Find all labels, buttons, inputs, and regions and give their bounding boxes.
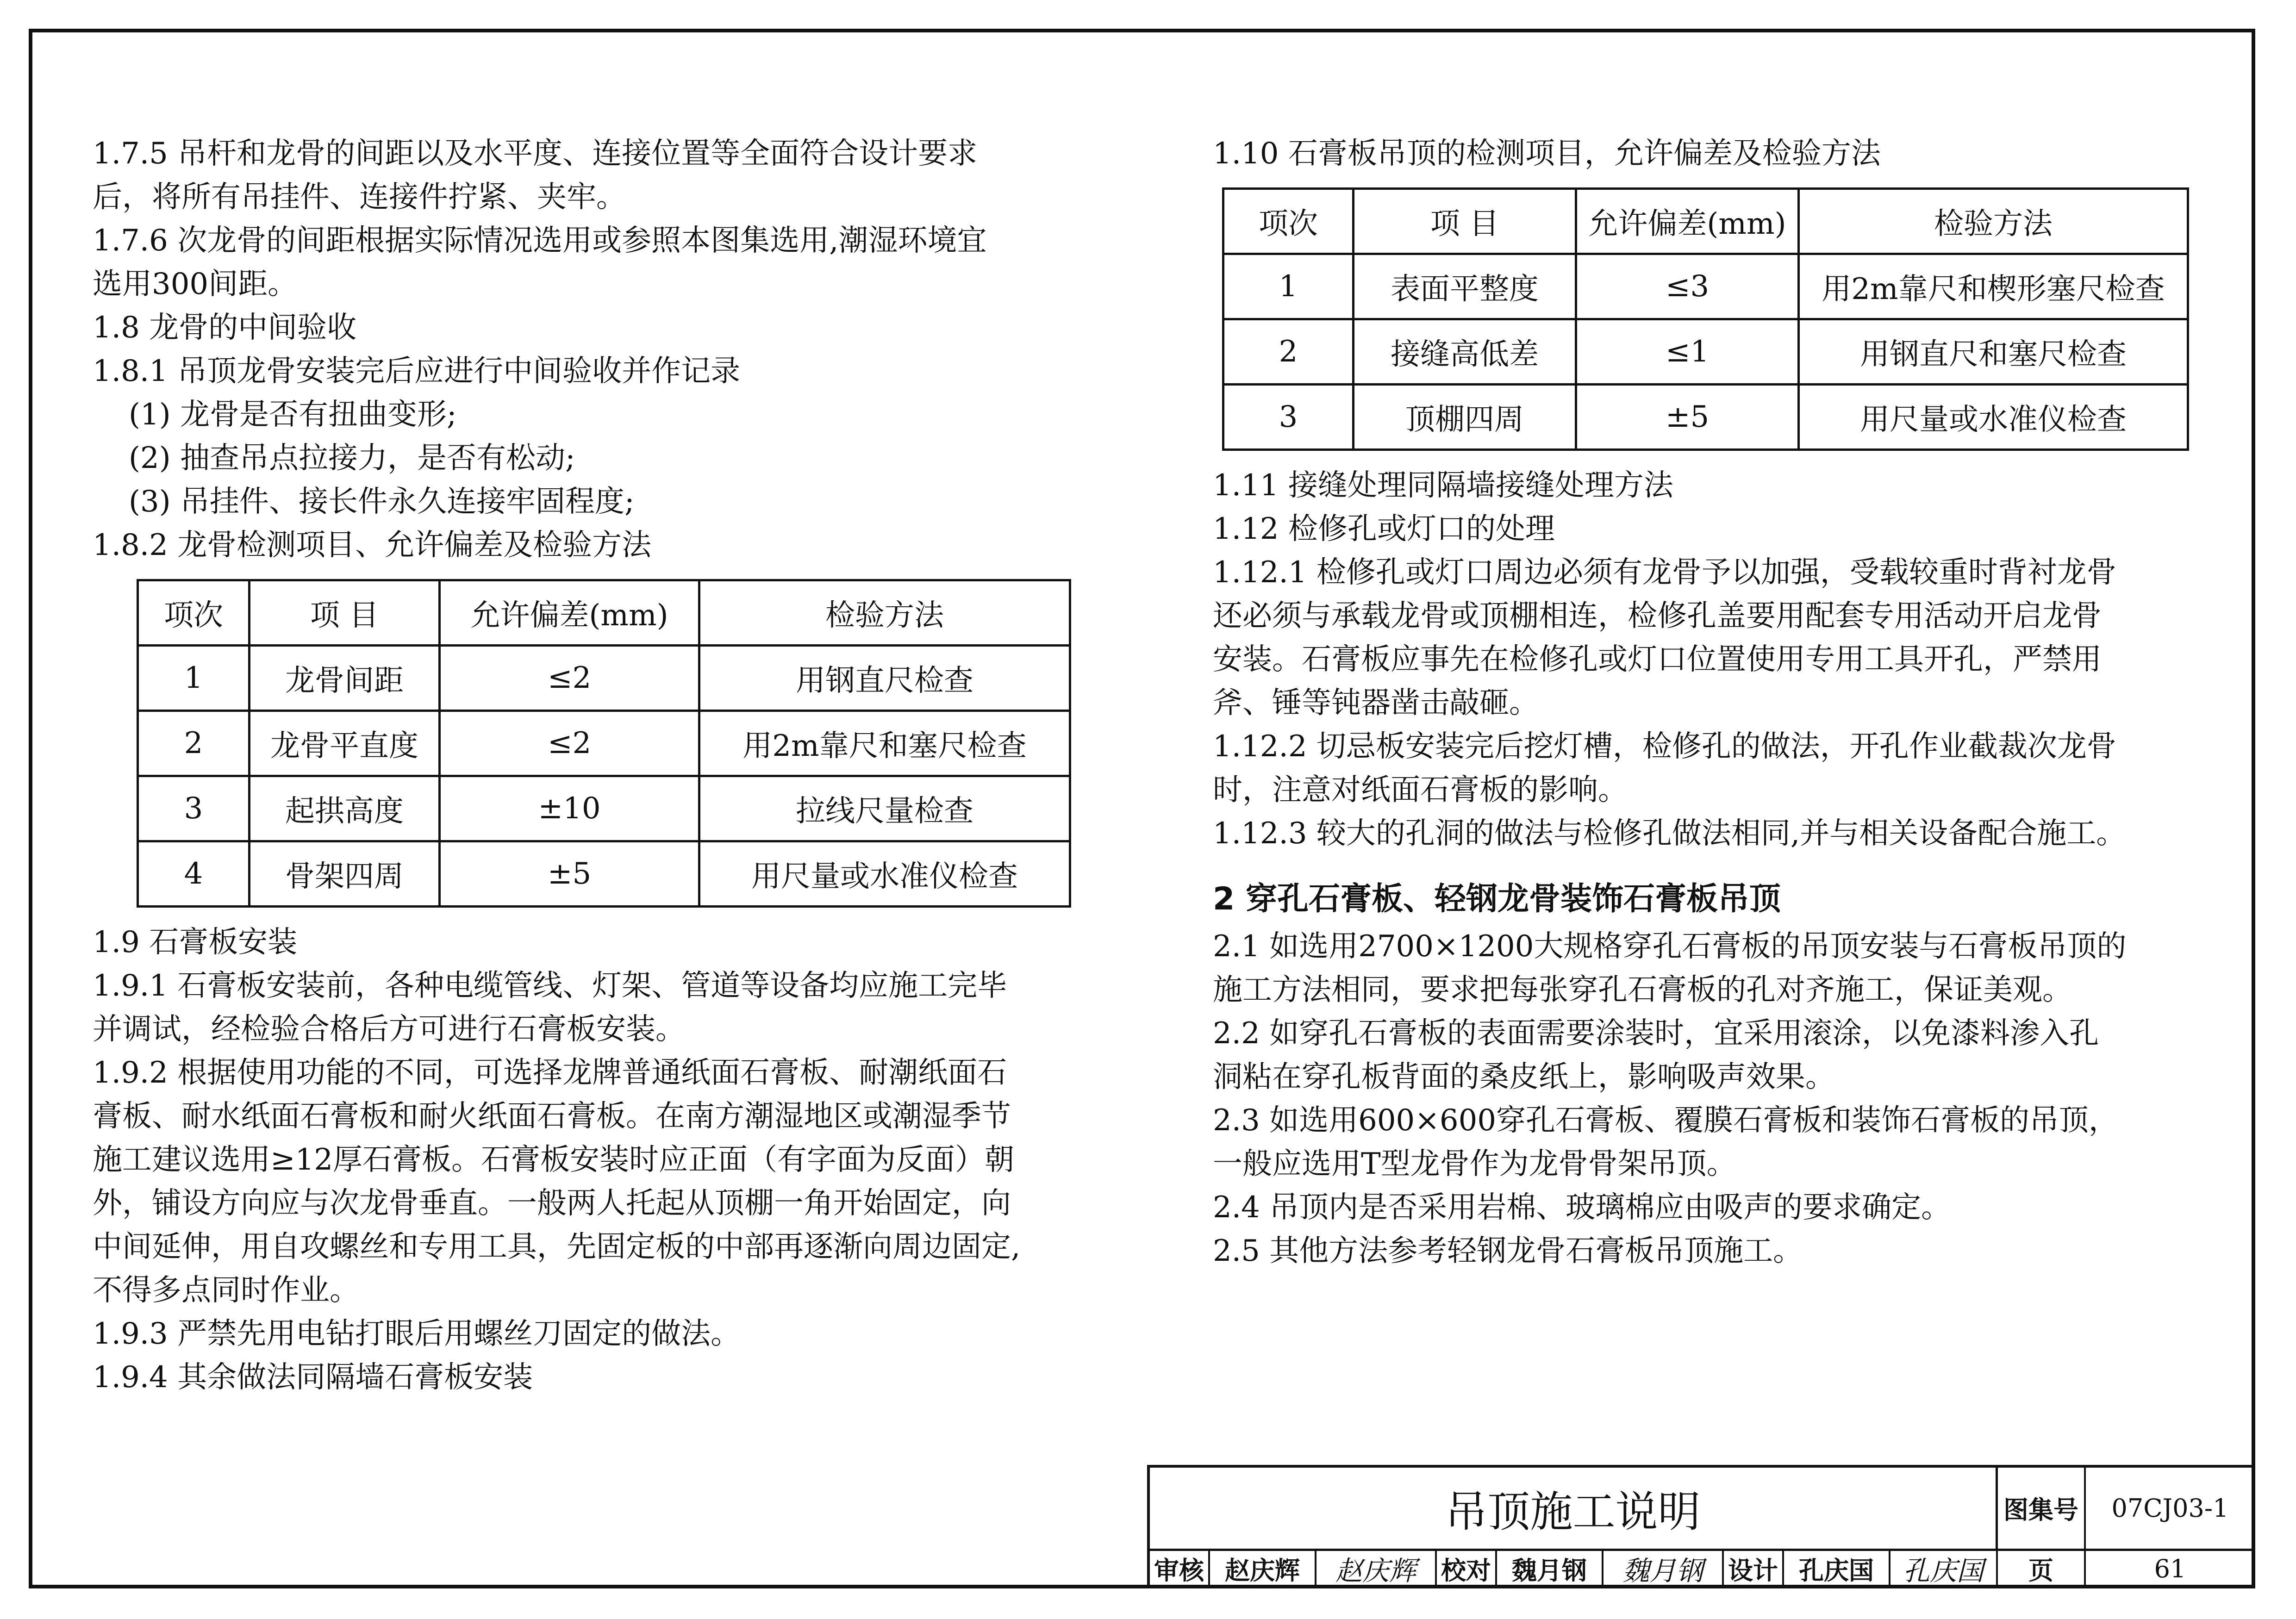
table-cell: 顶棚四周 [1354, 385, 1576, 450]
table-row [138, 776, 1070, 841]
table-cell: 龙骨间距 [250, 646, 440, 711]
text-line: 1.7.5 吊杆和龙骨的间距以及水平度、连接位置等全面符合设计要求 [93, 137, 978, 171]
table-cell: 4 [138, 841, 250, 907]
left-column [93, 132, 1171, 1399]
text-line: 洞粘在穿孔板背面的桑皮纸上，影响吸声效果。 [1213, 1060, 1835, 1094]
section-heading: 1.10 石膏板吊顶的检测项目，允许偏差及检验方法 [1213, 137, 1881, 171]
table-cell: 2 [1223, 319, 1354, 385]
section-heading: 1.9 石膏板安装 [93, 925, 298, 959]
text-line: 2.1 如选用2700×1200大规格穿孔石膏板的吊顶安装与石膏板吊顶的 [1213, 929, 2127, 964]
table-cell: 用钢直尺检查 [699, 646, 1070, 711]
right-column [1213, 132, 2231, 1273]
text-line: 不得多点同时作业。 [93, 1273, 359, 1308]
table-cell: 接缝高低差 [1354, 319, 1576, 385]
checker-signature: 魏月钢 [1603, 1551, 1724, 1586]
text-line: 1.7.6 次龙骨的间距根据实际情况选用或参照本图集选用,潮湿环境宜 [93, 224, 987, 258]
text-line: 2.5 其他方法参考轻钢龙骨石膏板吊顶施工。 [1213, 1234, 1803, 1268]
title-block-top-row [1150, 1468, 2252, 1551]
table-cell: 用钢直尺和塞尺检查 [1799, 319, 2188, 385]
table-cell: ±5 [1576, 385, 1799, 450]
table-row [138, 711, 1070, 776]
title-block [1147, 1465, 2252, 1586]
text-line: 后，将所有吊挂件、连接件拧紧、夹牢。 [93, 180, 626, 214]
table-cell: ≤2 [440, 711, 699, 776]
text-line: 还必须与承载龙骨或顶棚相连，检修孔盖要用配套专用活动开启龙骨 [1213, 599, 2102, 633]
text-line: 施工建议选用≥12厚石膏板。石膏板安装时应正面（有字面为反面）朝 [93, 1143, 1015, 1177]
header-cell: 允许偏差(mm) [1576, 189, 1799, 254]
text-line: 中间延伸，用自攻螺丝和专用工具，先固定板的中部再逐渐向周边固定, [93, 1230, 1021, 1264]
table-row [138, 841, 1070, 907]
text-line: 一般应选用T型龙骨作为龙骨骨架吊顶。 [1213, 1147, 1736, 1181]
header-cell: 允许偏差(mm) [440, 580, 699, 646]
text-line: 施工方法相同，要求把每张穿孔石膏板的孔对齐施工，保证美观。 [1213, 973, 2072, 1007]
atlas-number-label: 图集号 [1998, 1468, 2086, 1549]
text-line: 2.2 如穿孔石膏板的表面需要涂装时，宜采用滚涂，以免漆料渗入孔 [1213, 1016, 2099, 1051]
header-cell: 项次 [1223, 189, 1354, 254]
table-cell: 用2m靠尺和楔形塞尺检查 [1799, 254, 2188, 319]
table-header-row [1223, 189, 2188, 254]
section-heading: 1.8 龙骨的中间验收 [93, 311, 357, 345]
text-line: 安装。石膏板应事先在检修孔或灯口位置使用专用工具开孔，严禁用 [1213, 642, 2102, 677]
reviewer-name: 赵庆辉 [1210, 1551, 1316, 1586]
gypsum-ceiling-inspection-table [1222, 187, 2189, 451]
atlas-number: 07CJ03-1 [2111, 1494, 2229, 1523]
text-line: 1.12.3 较大的孔洞的做法与检修孔做法相同,并与相关设备配合施工。 [1213, 816, 2126, 851]
page-label: 页 [1998, 1551, 2086, 1586]
text-line: 斧、锤等钝器凿击敲砸。 [1213, 686, 1539, 720]
table-row [1223, 254, 2188, 319]
page-number: 61 [2154, 1554, 2186, 1583]
check-label: 校对 [1437, 1551, 1497, 1586]
text-line: 1.8.2 龙骨检测项目、允许偏差及检验方法 [93, 528, 652, 562]
checker-name: 魏月钢 [1497, 1551, 1603, 1586]
text-line: 1.12.1 检修孔或灯口周边必须有龙骨予以加强，受载较重时背衬龙骨 [1213, 555, 2116, 590]
section-2-title: 2 穿孔石膏板、轻钢龙骨装饰石膏板吊顶 [1213, 881, 1781, 917]
text-line: 1.9.1 石膏板安装前，各种电缆管线、灯架、管道等设备均应施工完毕 [93, 969, 1007, 1003]
table-cell: ±5 [440, 841, 699, 907]
table-cell: 2 [138, 711, 250, 776]
list-item: (1) 龙骨是否有扭曲变形; [129, 398, 457, 432]
table-cell: 3 [138, 776, 250, 841]
header-cell: 检验方法 [699, 580, 1070, 646]
header-cell: 项 目 [1354, 189, 1576, 254]
text-line: 2.3 如选用600×600穿孔石膏板、覆膜石膏板和装饰石膏板的吊顶， [1213, 1103, 2119, 1138]
text-line: 1.12.2 切忌板安装完后挖灯槽，检修孔的做法，开孔作业截裁次龙骨 [1213, 729, 2116, 764]
text-line: 时，注意对纸面石膏板的影响。 [1213, 773, 1628, 807]
text-line: 1.9.4 其余做法同隔墙石膏板安装 [93, 1360, 533, 1395]
designer-signature: 孔庆国 [1890, 1551, 1998, 1586]
list-item: (3) 吊挂件、接长件永久连接牢固程度; [129, 485, 635, 519]
table-cell: ≤2 [440, 646, 699, 711]
header-cell: 检验方法 [1799, 189, 2188, 254]
keel-inspection-table [137, 579, 1071, 908]
table-cell: 表面平整度 [1354, 254, 1576, 319]
table-cell: 龙骨平直度 [250, 711, 440, 776]
table-cell: 3 [1223, 385, 1354, 450]
text-line: 外，铺设方向应与次龙骨垂直。一般两人托起从顶棚一角开始固定，向 [93, 1186, 1011, 1220]
header-cell: 项 目 [250, 580, 440, 646]
section-heading: 1.12 检修孔或灯口的处理 [1213, 512, 1555, 546]
text-line: 1.11 接缝处理同隔墙接缝处理方法 [1213, 468, 1673, 503]
header-cell: 项次 [138, 580, 250, 646]
text-line: 1.9.3 严禁先用电钻打眼后用螺丝刀固定的做法。 [93, 1317, 741, 1351]
table-cell: 起拱高度 [250, 776, 440, 841]
text-line: 2.4 吊顶内是否采用岩棉、玻璃棉应由吸声的要求确定。 [1213, 1190, 1951, 1225]
table-row [138, 646, 1070, 711]
drawing-title: 吊顶施工说明 [1150, 1468, 1998, 1549]
table-cell: ±10 [440, 776, 699, 841]
table-cell: 用2m靠尺和塞尺检查 [699, 711, 1070, 776]
text-line: 1.8.1 吊顶龙骨安装完后应进行中间验收并作记录 [93, 354, 741, 388]
table-cell: 用尺量或水准仪检查 [1799, 385, 2188, 450]
table-row [1223, 319, 2188, 385]
table-cell: ≤1 [1576, 319, 1799, 385]
table-cell: 用尺量或水准仪检查 [699, 841, 1070, 907]
table-row [1223, 385, 2188, 450]
designer-name: 孔庆国 [1784, 1551, 1890, 1586]
design-label: 设计 [1724, 1551, 1784, 1586]
reviewer-signature: 赵庆辉 [1316, 1551, 1437, 1586]
list-item: (2) 抽查吊点拉接力，是否有松动; [129, 441, 575, 475]
text-line: 膏板、耐水纸面石膏板和耐火纸面石膏板。在南方潮湿地区或潮湿季节 [93, 1099, 1011, 1133]
text-line: 选用300间距。 [93, 267, 298, 301]
table-cell: 1 [1223, 254, 1354, 319]
text-line: 并调试，经检验合格后方可进行石膏板安装。 [93, 1012, 685, 1046]
review-label: 审核 [1150, 1551, 1210, 1586]
table-cell: 骨架四周 [250, 841, 440, 907]
table-cell: ≤3 [1576, 254, 1799, 319]
title-block-bottom-row [1150, 1551, 2252, 1586]
table-cell: 1 [138, 646, 250, 711]
table-cell: 拉线尺量检查 [699, 776, 1070, 841]
table-header-row [138, 580, 1070, 646]
text-line: 1.9.2 根据使用功能的不同，可选择龙牌普通纸面石膏板、耐潮纸面石 [93, 1056, 1007, 1090]
